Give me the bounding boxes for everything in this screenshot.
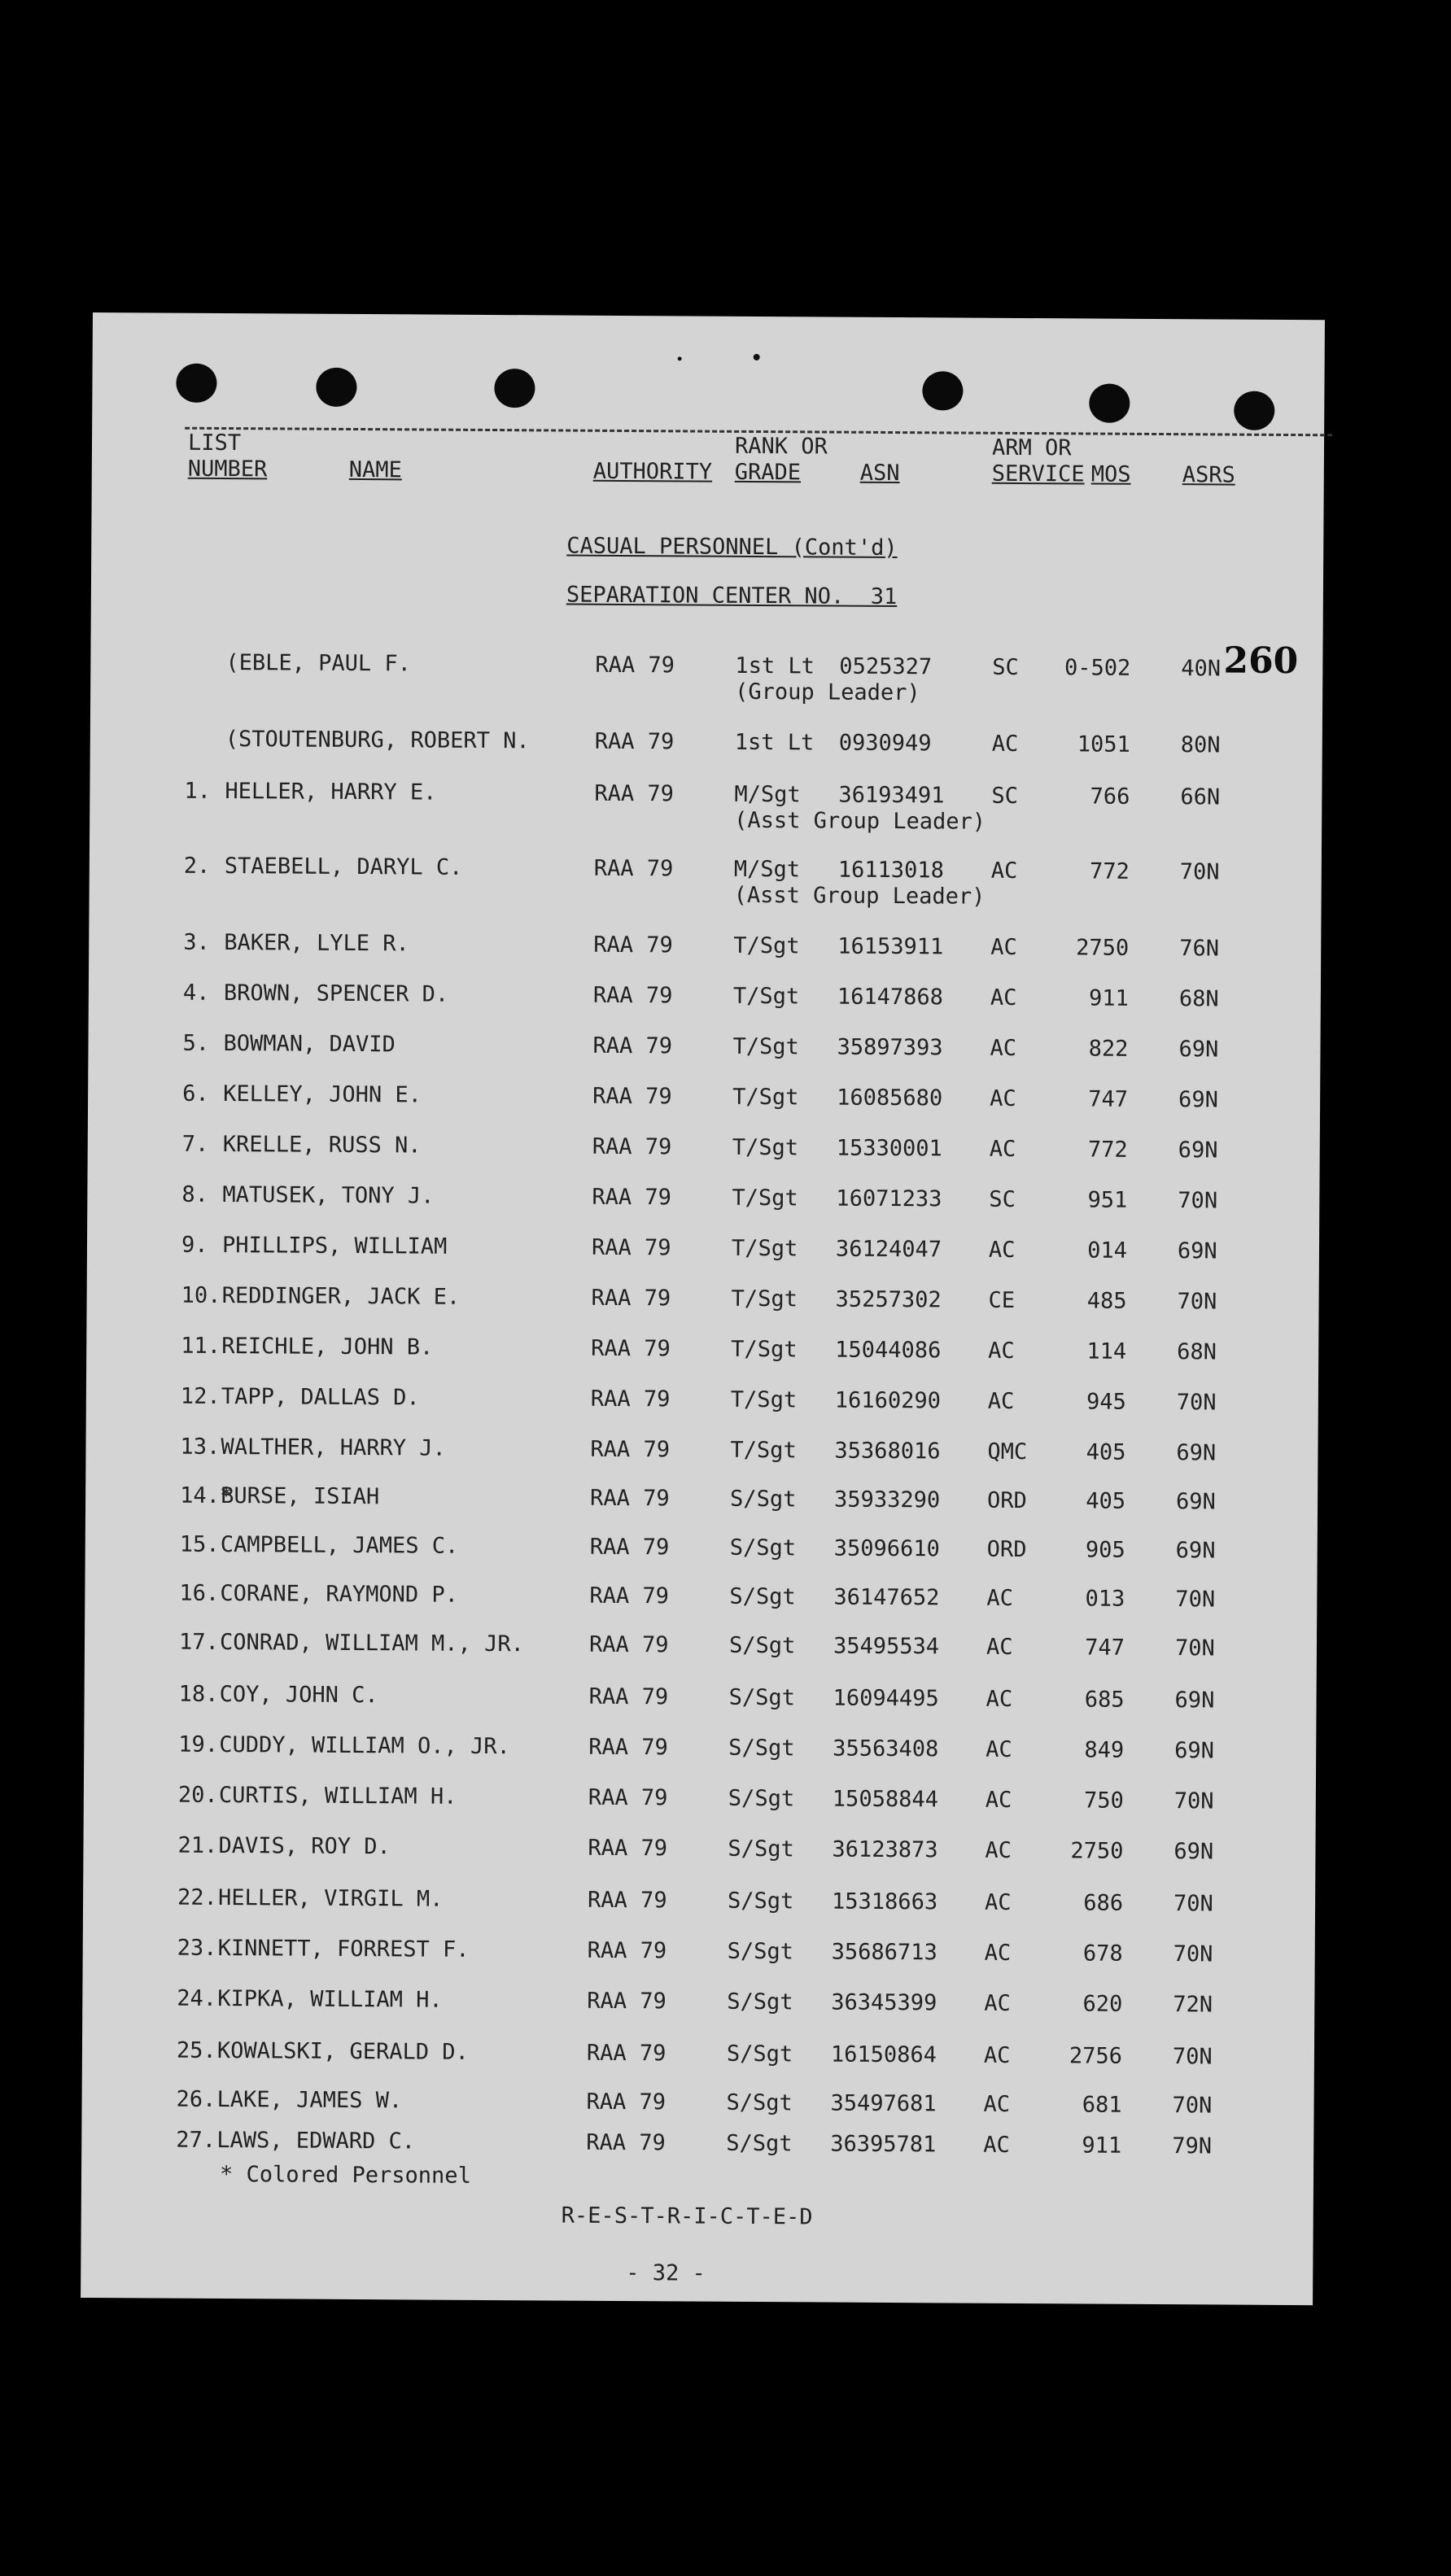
row-number: 5.: [182, 1030, 210, 1056]
row-asn: 35897393: [837, 1034, 943, 1061]
row-asrs: 70N: [1173, 1941, 1213, 1967]
row-number: 23.: [177, 1935, 217, 1961]
table-row: [86, 1284, 1318, 1319]
row-mos: 678: [1082, 1941, 1123, 1967]
row-number: 1.: [184, 778, 212, 804]
row-mos: 766: [1090, 784, 1130, 810]
row-number: 6.: [182, 1081, 209, 1107]
row-name: KIPKA, WILLIAM H.: [217, 1985, 443, 2013]
row-mos: 822: [1088, 1036, 1129, 1062]
row-asn: 36193491: [838, 782, 945, 809]
row-asrs: 70N: [1172, 2044, 1213, 2070]
row-mos: 772: [1087, 1137, 1128, 1163]
row-number: 7.: [181, 1131, 209, 1157]
row-name: LAWS, EDWARD C.: [216, 2127, 416, 2155]
row-number: 16.: [179, 1580, 220, 1606]
row-grade: T/Sgt: [732, 1033, 799, 1060]
row-grade: T/Sgt: [730, 1437, 797, 1464]
row-mos: 405: [1086, 1439, 1126, 1465]
row-arm: AC: [988, 1237, 1016, 1263]
row-authority: RAA 79: [588, 1835, 668, 1862]
row-mos: 2756: [1069, 2043, 1123, 2069]
row-asn: 35933290: [834, 1487, 941, 1513]
row-grade: T/Sgt: [731, 1336, 798, 1363]
row-authority: RAA 79: [587, 1887, 667, 1914]
row-asrs: 69N: [1174, 1687, 1215, 1714]
row-grade: T/Sgt: [732, 1185, 798, 1212]
row-name: HELLER, VIRGIL M.: [218, 1884, 444, 1912]
row-grade: S/Sgt: [728, 1684, 795, 1711]
row-authority: RAA 79: [592, 1083, 672, 1110]
table-row: [88, 1133, 1320, 1168]
row-asn: 35497681: [830, 2090, 937, 2117]
table-row: [84, 1784, 1316, 1818]
row-asrs: 40N: [1181, 656, 1222, 682]
row-authority: RAA 79: [588, 1784, 668, 1811]
header-mos: MOS: [1090, 461, 1131, 487]
row-authority: RAA 79: [588, 1631, 669, 1658]
table-row: [85, 1631, 1317, 1666]
row-authority: RAA 79: [593, 855, 674, 882]
row-mos: 013: [1085, 1586, 1125, 1612]
row-asn: 35096610: [833, 1535, 940, 1562]
table-row: [85, 1533, 1318, 1568]
row-name: STAEBELL, DARYL C.: [224, 854, 463, 880]
table-row: [85, 1435, 1318, 1470]
row-arm: ORD: [987, 1487, 1027, 1514]
row-number: 27.: [176, 2127, 216, 2153]
restricted-label: R-E-S-T-R-I-C-T-E-D: [561, 2203, 813, 2230]
row-grade: M/Sgt: [733, 856, 801, 883]
row-number: 21.: [177, 1832, 218, 1858]
header-arm-or: ARM OR: [991, 434, 1072, 461]
row-number: 17.: [178, 1629, 219, 1655]
row-name: CONRAD, WILLIAM M., JR.: [219, 1629, 524, 1657]
table-row: [81, 2128, 1313, 2163]
row-mos: 014: [1087, 1238, 1128, 1264]
row-authority: RAA 79: [591, 1335, 671, 1362]
row-authority: RAA 79: [589, 1583, 670, 1609]
row-arm: AC: [991, 731, 1019, 757]
row-arm: AC: [984, 1990, 1011, 2016]
row-asrs: 76N: [1179, 936, 1220, 962]
row-grade: S/Sgt: [728, 1735, 795, 1762]
table-row: [87, 1183, 1319, 1218]
row-arm: AC: [990, 985, 1017, 1011]
table-row: [90, 778, 1322, 835]
row-mos: 0-502: [1064, 655, 1131, 681]
table-row: [83, 1834, 1315, 1869]
row-arm: AC: [986, 1686, 1013, 1712]
header-authority: AUTHORITY: [592, 458, 713, 485]
header-service: SERVICE: [991, 461, 1085, 487]
row-arm: AC: [983, 2132, 1010, 2158]
row-asrs: 80N: [1180, 732, 1221, 758]
row-mos: 686: [1083, 1890, 1124, 1916]
row-note: (Asst Group Leader): [734, 807, 986, 835]
table-row: [81, 2088, 1313, 2123]
row-asn: 35563408: [833, 1736, 939, 1762]
row-asn: 36345399: [831, 1989, 937, 2016]
row-mos: 2750: [1076, 935, 1130, 961]
row-arm: AC: [990, 858, 1018, 884]
row-asrs: 69N: [1178, 1037, 1219, 1063]
row-number: 20.: [177, 1782, 218, 1808]
header-asrs: ASRS: [1182, 462, 1235, 488]
row-number: 11.: [181, 1333, 221, 1359]
row-authority: RAA 79: [592, 982, 673, 1009]
row-arm: ORD: [986, 1536, 1027, 1563]
row-grade: S/Sgt: [727, 1989, 793, 2015]
row-name: CORANE, RAYMOND P.: [220, 1580, 459, 1608]
row-authority: RAA 79: [586, 2089, 666, 2115]
table-row: [85, 1683, 1317, 1718]
table-row: [82, 1987, 1314, 2022]
row-mos: 114: [1086, 1338, 1127, 1364]
row-asn: 16153911: [837, 933, 944, 960]
header-asn: ASN: [859, 460, 900, 487]
row-name: BURSE, ISIAH: [221, 1482, 380, 1510]
row-number: 12.: [180, 1383, 221, 1409]
row-asn: 35368016: [834, 1438, 941, 1465]
row-note: (Group Leader): [735, 679, 920, 706]
row-name: REDDINGER, JACK E.: [221, 1282, 461, 1310]
row-name: BROWN, SPENCER D.: [223, 980, 449, 1007]
row-authority: RAA 79: [590, 1386, 671, 1412]
row-authority: RAA 79: [588, 1734, 668, 1761]
row-authority: RAA 79: [588, 1683, 669, 1710]
punch-hole: [1234, 391, 1274, 430]
row-grade: 1st Lt: [735, 653, 815, 679]
row-mos: 747: [1085, 1635, 1125, 1661]
row-name: CAMPBELL, JAMES C.: [220, 1531, 459, 1559]
row-grade: S/Sgt: [728, 1785, 795, 1812]
row-asn: 15044086: [835, 1337, 942, 1364]
row-grade: S/Sgt: [727, 1888, 794, 1915]
row-asrs: 69N: [1177, 1238, 1217, 1264]
row-authority: RAA 79: [590, 1436, 671, 1463]
row-grade: S/Sgt: [728, 1836, 794, 1862]
row-authority: RAA 79: [593, 932, 673, 958]
row-grade: M/Sgt: [734, 781, 801, 808]
row-name: HELLER, HARRY E.: [225, 779, 437, 806]
table-row: [90, 853, 1322, 910]
row-arm: SC: [992, 654, 1019, 680]
ink-speck: [754, 354, 760, 360]
row-name: KELLEY, JOHN E.: [223, 1081, 422, 1108]
row-name: (STOUTENBURG, ROBERT N.: [225, 727, 530, 754]
row-authority: RAA 79: [587, 1988, 666, 2015]
row-mos: 405: [1086, 1488, 1126, 1514]
row-name: MATUSEK, TONY J.: [222, 1181, 435, 1209]
row-grade: S/Sgt: [726, 2089, 793, 2116]
row-asrs: 70N: [1174, 1635, 1215, 1661]
row-asn: 16147868: [837, 984, 944, 1011]
row-arm: AC: [983, 2091, 1011, 2117]
row-authority: RAA 79: [586, 2040, 666, 2067]
row-name: KINNETT, FORREST F.: [217, 1935, 470, 1963]
row-mos: 2750: [1070, 1838, 1124, 1864]
row-arm: AC: [988, 1338, 1015, 1364]
row-arm: AC: [990, 934, 1017, 960]
row-grade: S/Sgt: [729, 1535, 797, 1561]
row-number: 13.: [180, 1434, 221, 1460]
row-asn: 16094495: [833, 1685, 939, 1712]
row-number: 26.: [176, 2086, 216, 2112]
row-asn: 36123873: [832, 1836, 938, 1863]
row-asn: 15058844: [832, 1786, 938, 1813]
row-grade: S/Sgt: [728, 1632, 796, 1659]
row-grade: T/Sgt: [731, 1286, 798, 1312]
row-asrs: 69N: [1173, 1839, 1214, 1865]
table-row: [85, 1582, 1317, 1617]
row-asn: 36124047: [835, 1236, 942, 1263]
table-row: [88, 1082, 1320, 1117]
row-arm: AC: [990, 1085, 1016, 1111]
row-asrs: 70N: [1175, 1587, 1216, 1613]
row-asn: 0930949: [838, 730, 932, 757]
row-asrs: 68N: [1178, 986, 1219, 1012]
punch-hole: [922, 371, 963, 410]
row-asrs: 70N: [1179, 859, 1220, 885]
row-mos: 750: [1083, 1788, 1124, 1814]
row-authority: RAA 79: [592, 1184, 672, 1211]
row-name: CUDDY, WILLIAM O., JR.: [219, 1731, 510, 1760]
row-asn: 36395781: [830, 2131, 937, 2158]
row-mos: 905: [1085, 1537, 1125, 1563]
row-authority: RAA 79: [589, 1534, 670, 1561]
row-grade: 1st Lt: [734, 729, 815, 756]
row-arm: CE: [988, 1287, 1016, 1313]
row-grade: T/Sgt: [732, 983, 800, 1010]
row-name: COY, JOHN C.: [219, 1681, 378, 1709]
row-asrs: 70N: [1178, 1188, 1218, 1214]
row-asrs: 68N: [1177, 1339, 1217, 1365]
row-asrs: 72N: [1173, 1992, 1213, 2018]
table-row: [85, 1484, 1318, 1519]
row-arm: SC: [989, 1186, 1016, 1212]
ink-speck: [678, 356, 682, 360]
row-number: 4.: [182, 980, 210, 1006]
row-asn: 16113018: [837, 857, 944, 884]
table-row: [83, 1886, 1315, 1921]
table-row: [84, 1733, 1316, 1768]
row-mos: 485: [1086, 1288, 1127, 1314]
header-name: NAME: [348, 456, 402, 483]
row-mos: 911: [1082, 2133, 1122, 2159]
header-list: LIST: [187, 430, 242, 456]
row-arm: AC: [984, 1940, 1012, 1966]
row-arm: SC: [991, 783, 1019, 809]
row-arm: AC: [990, 1035, 1017, 1061]
row-grade: T/Sgt: [731, 1235, 798, 1262]
row-asrs: 69N: [1176, 1489, 1216, 1515]
row-mos: 620: [1082, 1991, 1123, 2017]
row-asn: 35686713: [831, 1939, 937, 1966]
row-asn: 35257302: [835, 1286, 942, 1313]
row-authority: RAA 79: [587, 1937, 667, 1964]
table-row: [88, 1032, 1320, 1067]
punch-hole: [1089, 383, 1130, 422]
row-asn: 15318663: [831, 1888, 938, 1915]
row-asrs: 70N: [1176, 1390, 1217, 1416]
table-row: [86, 1334, 1318, 1369]
row-number: 10.: [181, 1282, 221, 1308]
row-number: 8.: [181, 1181, 208, 1207]
table-row: [86, 1385, 1318, 1420]
row-mos: 911: [1088, 985, 1129, 1011]
row-arm: AC: [985, 1787, 1012, 1813]
table-row: [90, 650, 1322, 706]
punch-hole: [176, 364, 216, 403]
row-name: WALTHER, HARRY J.: [221, 1434, 446, 1461]
row-arm: AC: [984, 1889, 1012, 1915]
row-authority: RAA 79: [594, 728, 675, 755]
row-mos: 945: [1086, 1389, 1126, 1415]
row-asrs: 70N: [1173, 1891, 1213, 1917]
row-arm: AC: [983, 2042, 1011, 2068]
table-row: [83, 1936, 1315, 1971]
row-mos: 951: [1087, 1187, 1128, 1213]
row-asrs: 69N: [1176, 1440, 1217, 1466]
row-number: 25.: [176, 2037, 216, 2063]
row-asrs: 70N: [1173, 1788, 1214, 1814]
row-asn: 0525327: [839, 653, 933, 680]
table-row: [90, 727, 1322, 762]
row-name: BOWMAN, DAVID: [223, 1030, 396, 1058]
row-asrs: 69N: [1178, 1087, 1218, 1113]
page-stamp-number: 260: [1223, 640, 1299, 683]
page-subtitle: SEPARATION CENTER NO. 31: [566, 582, 898, 610]
row-asn: 36147652: [833, 1584, 940, 1611]
footnote: * Colored Personnel: [219, 2161, 471, 2189]
row-number: 14.*: [180, 1482, 234, 1509]
row-asrs: 69N: [1175, 1538, 1216, 1564]
row-grade: T/Sgt: [730, 1386, 798, 1413]
row-number: 22.: [177, 1884, 217, 1910]
header-grade: GRADE: [734, 459, 802, 486]
row-arm: AC: [986, 1736, 1012, 1762]
table-row: [87, 1233, 1319, 1268]
row-number: 18.: [178, 1681, 219, 1707]
row-arm: AC: [986, 1634, 1013, 1660]
row-mos: 685: [1084, 1687, 1125, 1713]
table-row: [82, 2039, 1314, 2074]
row-name: TAPP, DALLAS D.: [221, 1383, 420, 1411]
row-asn: 16150864: [830, 2041, 937, 2068]
table-row: [89, 931, 1321, 966]
row-authority: RAA 79: [594, 780, 675, 807]
row-asrs: 66N: [1180, 784, 1221, 810]
punch-hole: [316, 368, 356, 407]
page-number: - 32 -: [626, 2260, 706, 2286]
row-arm: AC: [985, 1837, 1012, 1863]
row-name: DAVIS, ROY D.: [218, 1832, 391, 1860]
row-name: CURTIS, WILLIAM H.: [218, 1782, 457, 1810]
row-authority: RAA 79: [591, 1234, 671, 1261]
row-asn: 16085680: [837, 1085, 943, 1111]
row-authority: RAA 79: [592, 1033, 673, 1059]
row-name: (EBLE, PAUL F.: [225, 650, 412, 677]
row-grade: S/Sgt: [729, 1583, 796, 1610]
document-page: [81, 312, 1325, 2305]
row-authority: RAA 79: [595, 652, 675, 679]
row-grade: S/Sgt: [727, 1938, 794, 1965]
row-arm: AC: [987, 1388, 1015, 1414]
row-arm: AC: [986, 1585, 1013, 1611]
page-title: CASUAL PERSONNEL (Cont'd): [566, 533, 898, 561]
row-authority: RAA 79: [592, 1133, 672, 1160]
row-authority: RAA 79: [586, 2129, 666, 2156]
row-note: (Asst Group Leader): [733, 882, 986, 910]
row-name: KRELLE, RUSS N.: [222, 1131, 422, 1159]
row-number: 9.: [181, 1232, 208, 1258]
row-mos: 747: [1088, 1086, 1129, 1112]
row-grade: S/Sgt: [726, 2130, 793, 2157]
row-number: 15.: [179, 1531, 220, 1557]
row-grade: S/Sgt: [730, 1486, 797, 1513]
punch-hole: [494, 369, 535, 408]
header-number: NUMBER: [187, 456, 268, 482]
row-name: KOWALSKI, GERALD D.: [216, 2037, 469, 2065]
row-name: BAKER, LYLE R.: [224, 929, 409, 957]
row-number: 2.: [183, 853, 211, 879]
row-asrs: 69N: [1174, 1738, 1215, 1764]
row-number: 24.: [177, 1985, 217, 2011]
row-authority: RAA 79: [591, 1285, 671, 1312]
row-asrs: 70N: [1172, 2093, 1213, 2119]
row-grade: T/Sgt: [732, 1084, 799, 1111]
row-asn: 15330001: [836, 1135, 942, 1162]
row-mos: 772: [1089, 858, 1130, 884]
row-grade: T/Sgt: [732, 1134, 799, 1161]
row-mos: 1051: [1077, 731, 1130, 758]
row-mos: 849: [1084, 1737, 1125, 1763]
table-row: [89, 981, 1321, 1016]
row-authority: RAA 79: [590, 1485, 670, 1512]
row-grade: S/Sgt: [726, 2041, 793, 2067]
row-asrs: 79N: [1172, 2133, 1213, 2159]
row-name: PHILLIPS, WILLIAM: [221, 1232, 448, 1260]
row-mos: 681: [1082, 2092, 1122, 2118]
row-asrs: 69N: [1178, 1137, 1218, 1164]
row-asn: 16160290: [834, 1387, 941, 1414]
row-name: LAKE, JAMES W.: [216, 2086, 403, 2114]
row-asn: 35495534: [833, 1633, 940, 1660]
row-name: REICHLE, JOHN B.: [221, 1333, 434, 1360]
row-grade: T/Sgt: [733, 932, 800, 959]
row-number: 19.: [178, 1731, 219, 1757]
row-asn: 16071233: [836, 1185, 942, 1212]
row-asrs: 70N: [1177, 1289, 1217, 1315]
row-arm: QMC: [987, 1439, 1028, 1465]
row-arm: AC: [989, 1136, 1016, 1162]
row-number: 3.: [183, 929, 210, 955]
header-rank-or: RANK OR: [734, 433, 828, 460]
